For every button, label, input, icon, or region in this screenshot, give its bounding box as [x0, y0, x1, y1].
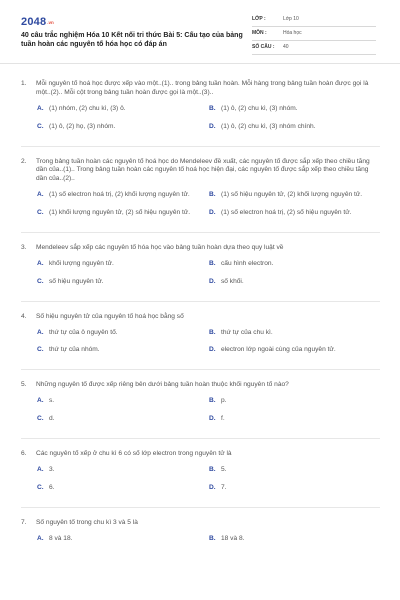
option-d[interactable]	[209, 278, 381, 287]
option-letter: B.	[209, 465, 216, 473]
option-text: (1) khối lượng nguyên tử, (2) số hiệu nguyên tử.	[49, 209, 191, 217]
option-text: (1) nhóm, (2) chu kì, (3) ô.	[49, 104, 126, 112]
option-a[interactable]	[37, 535, 209, 544]
question-2	[21, 158, 380, 218]
option-text: (1) số hiệu nguyên tử, (2) khối lượng nguyên tử.	[221, 191, 363, 199]
option-letter: A.	[37, 328, 44, 336]
logo-suffix: .vn	[47, 20, 54, 25]
option-letter: D.	[209, 415, 216, 423]
meta-label: MÔN :	[252, 30, 267, 37]
option-text: 18 và 8.	[221, 534, 245, 542]
option-text: p.	[221, 397, 227, 405]
question-5	[21, 381, 380, 424]
document-title: 40 câu trắc nghiệm Hóa 10 Kết nối tri thức Bài 5: Cấu tạo của bảng tuần hoàn các nguyên tố hóa học có đáp án	[21, 32, 243, 49]
option-letter: C.	[37, 415, 44, 423]
option-b[interactable]	[209, 329, 381, 338]
option-text: cấu hình electron.	[221, 259, 274, 267]
option-letter: D.	[209, 346, 216, 354]
option-letter: A.	[37, 191, 44, 199]
meta-row-count	[252, 41, 376, 55]
option-c[interactable]	[37, 415, 209, 424]
question-text: Số hiệu nguyên tử của nguyên tố hoá học bằng số	[36, 312, 184, 320]
option-letter: C.	[37, 122, 44, 130]
divider	[21, 301, 380, 302]
option-letter: A.	[37, 259, 44, 267]
option-b[interactable]	[209, 191, 381, 200]
question-text: Mendeleev sắp xếp các nguyên tố hóa học vào bảng tuần hoàn dựa theo quy luật về	[36, 244, 284, 252]
option-c[interactable]	[37, 346, 209, 355]
option-text: số hiệu nguyên tử.	[49, 277, 104, 285]
option-text: (1) ô, (2) chu kì, (3) nhóm.	[221, 104, 298, 112]
option-text: 6.	[49, 483, 55, 491]
question-number: 5.	[21, 381, 27, 389]
option-letter: A.	[37, 104, 44, 112]
option-b[interactable]	[209, 105, 381, 114]
question-number: 6.	[21, 450, 27, 458]
option-letter: B.	[209, 328, 216, 336]
meta-row-subject	[252, 27, 376, 41]
option-letter: C.	[37, 346, 44, 354]
divider	[21, 146, 380, 147]
option-text: electron lớp ngoài cùng của nguyên tử.	[221, 346, 336, 354]
question-text: Trong bảng tuần hoàn các nguyên tố hoá học do Mendeleev đề xuất, các nguyên tố được sắp xếp theo chiều tăng dần của..(1).. Trong bảng tuần hoàn các nguyên tố hoá học hiện đại, các nguyên tố được sắp xếp theo chiều tăng dần của..(2)..	[36, 157, 370, 183]
meta-value: Hóa học	[283, 30, 302, 37]
option-letter: C.	[37, 277, 44, 285]
option-a[interactable]	[37, 466, 209, 475]
option-text: 5.	[221, 465, 227, 473]
option-text: khối lượng nguyên tử.	[49, 259, 114, 267]
option-text: thứ tự của chu kì.	[221, 328, 273, 336]
document-meta	[252, 13, 376, 55]
option-letter: B.	[209, 534, 216, 542]
question-number: 2.	[21, 157, 27, 165]
question-6	[21, 450, 380, 493]
divider	[21, 369, 380, 370]
option-letter: D.	[209, 277, 216, 285]
option-letter: C.	[37, 483, 44, 491]
meta-label: LỚP :	[252, 16, 266, 23]
option-letter: B.	[209, 104, 216, 112]
option-a[interactable]	[37, 260, 209, 269]
question-number: 7.	[21, 518, 27, 526]
option-c[interactable]	[37, 278, 209, 287]
option-d[interactable]	[209, 209, 381, 218]
divider	[21, 232, 380, 233]
option-letter: C.	[37, 209, 44, 217]
option-text: (1) ô, (2) chu kì, (3) nhóm chính.	[221, 122, 316, 130]
option-letter: B.	[209, 191, 216, 199]
question-number: 4.	[21, 312, 27, 320]
option-a[interactable]	[37, 397, 209, 406]
divider	[21, 438, 380, 439]
question-4	[21, 313, 380, 356]
option-b[interactable]	[209, 260, 381, 269]
option-text: d.	[49, 415, 55, 423]
option-b[interactable]	[209, 397, 381, 406]
option-text: thứ tự của nhóm.	[49, 346, 100, 354]
option-b[interactable]	[209, 466, 381, 475]
option-text: (1) số electron hoá trị, (2) số hiệu nguyên tử.	[221, 209, 352, 217]
option-a[interactable]	[37, 105, 209, 114]
question-text: Số nguyên tố trong chu kì 3 và 5 là	[36, 518, 138, 526]
option-d[interactable]	[209, 123, 381, 132]
option-letter: D.	[209, 483, 216, 491]
option-text: 3.	[49, 465, 55, 473]
option-letter: A.	[37, 465, 44, 473]
option-letter: A.	[37, 397, 44, 405]
option-a[interactable]	[37, 191, 209, 200]
option-text: 7.	[221, 483, 227, 491]
option-text: (1) ô, (2) họ, (3) nhóm.	[49, 122, 116, 130]
question-1	[21, 80, 380, 132]
option-c[interactable]	[37, 209, 209, 218]
question-number: 3.	[21, 244, 27, 252]
option-a[interactable]	[37, 329, 209, 338]
option-d[interactable]	[209, 346, 381, 355]
meta-value: 40	[283, 44, 289, 51]
option-text: thứ tự của ô nguyên tố.	[49, 328, 118, 336]
option-text: (1) số electron hoá trị, (2) khối lượng nguyên tử.	[49, 191, 190, 199]
option-text: số khối.	[221, 277, 244, 285]
option-letter: B.	[209, 259, 216, 267]
option-text: s.	[49, 397, 55, 405]
option-letter: D.	[209, 209, 216, 217]
question-list	[0, 64, 400, 543]
meta-label: SỐ CÂU :	[252, 44, 275, 51]
question-7	[21, 519, 380, 544]
option-letter: A.	[37, 534, 44, 542]
question-text: Các nguyên tố xếp ở chu kì 6 có số lớp electron trong nguyên tử là	[36, 450, 232, 458]
question-3	[21, 244, 380, 287]
option-text: 8 và 18.	[49, 534, 73, 542]
option-letter: B.	[209, 397, 216, 405]
meta-row-grade	[252, 13, 376, 27]
option-b[interactable]	[209, 535, 381, 544]
option-d[interactable]	[209, 415, 381, 424]
question-number: 1.	[21, 80, 27, 87]
option-c[interactable]	[37, 484, 209, 493]
option-c[interactable]	[37, 123, 209, 132]
logo-text: 2048	[21, 16, 47, 28]
question-text: Mỗi nguyên tố hoá học được xếp vào một..(1).. trong bảng tuần hoàn. Mỗi hàng trong bảng tuần hoàn được gọi là một..(2).. Mỗi cột trong bảng tuần hoàn được gọi là một..(3)..	[36, 80, 369, 96]
divider	[21, 507, 380, 508]
page-header	[0, 0, 400, 64]
meta-value: Lớp 10	[283, 16, 299, 23]
option-letter: D.	[209, 122, 216, 130]
option-d[interactable]	[209, 484, 381, 493]
question-text: Những nguyên tố được xếp riêng bên dưới bảng tuần hoàn thuộc khối nguyên tố nào?	[36, 381, 289, 389]
option-text: f.	[221, 415, 225, 423]
site-logo[interactable]	[21, 15, 54, 30]
